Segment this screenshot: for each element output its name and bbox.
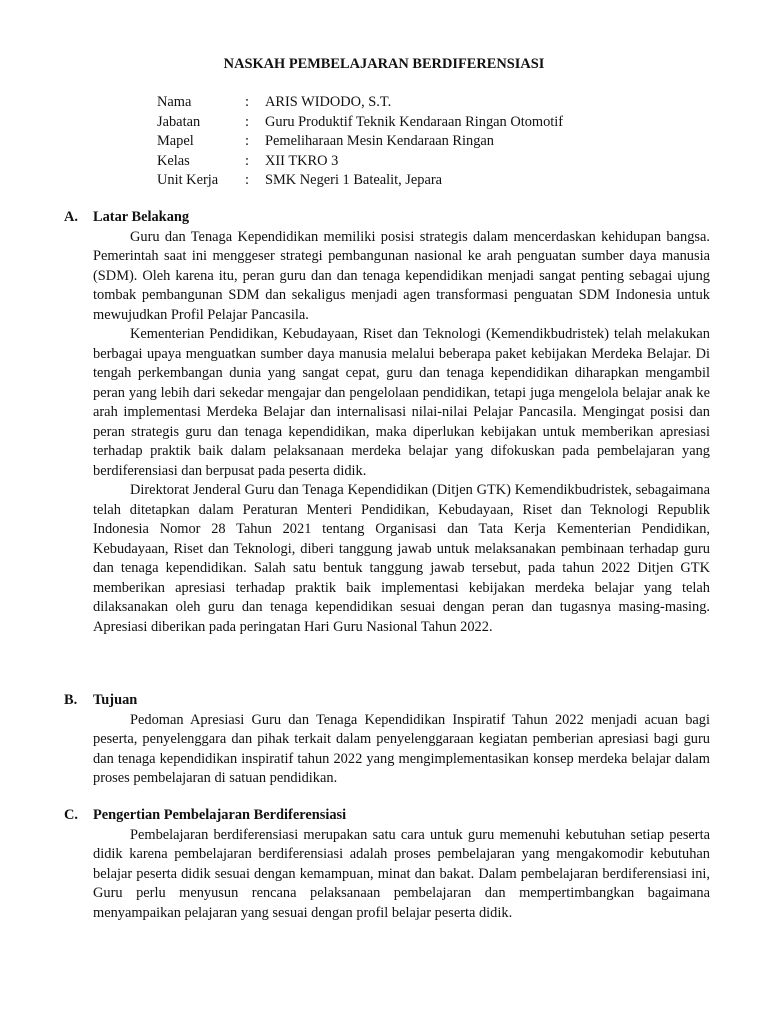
section-letter: B. <box>64 692 78 708</box>
info-label: Unit Kerja <box>157 172 219 188</box>
identity-table <box>157 93 563 191</box>
info-value: XII TKRO 3 <box>265 152 339 169</box>
section-heading <box>64 208 710 228</box>
info-separator: : <box>245 133 249 149</box>
section-title: Tujuan <box>93 692 138 708</box>
paragraph: Pembelajaran berdiferensiasi merupakan satu cara untuk guru memenuhi kebutuhan setiap peserta didik karena pembelajaran berdiferensiasi adalah proses pembelajaran yang mengakomodir kebutuhan belajar peserta didik sesuai dengan kemampuan, minat dan bakat. Dalam pembelajaran berdiferensiasi ini, Guru perlu menyusun rencana pelaksanaan pembelajaran dan mempertimbangkan bagaimana menyampaikan pelajaran yang sesuai dengan profil belajar peserta didik. <box>93 826 710 921</box>
section-letter: C. <box>64 807 78 823</box>
info-row-kelas <box>157 152 563 172</box>
paragraph: Kementerian Pendidikan, Kebudayaan, Riset dan Teknologi (Kemendikbudristek) telah melakukan berbagai upaya menguatkan sumber daya manusia melalui beberapa paket kebijakan Merdeka Belajar. Di tengah perkembangan dunia yang sangat cepat, guru dan tenaga kependidikan diharapkan mengambil peran yang lebih dari sekedar mengajar dan pengelolaan pendidikan, tetapi juga mengelola belajar anak ke arah implementasi Merdeka Belajar dan internalisasi nilai-nilai Pelajar Pancasila. Mengingat posisi dan peran strategis guru dan tenaga kependidikan, maka diperlukan kebijakan untuk memberikan apresiasi terhadap praktik baik dalam pelaksanaan merdeka belajar yang difokuskan pada pembelajaran yang berdiferensiasi dan berpusat pada peserta didik. <box>93 326 710 479</box>
info-separator: : <box>245 94 249 110</box>
document-title: NASKAH PEMBELAJARAN BERDIFERENSIASI <box>223 56 545 72</box>
info-row-unit-kerja <box>157 171 563 191</box>
info-separator: : <box>245 113 249 130</box>
info-label: Mapel <box>157 133 194 149</box>
section-tujuan <box>64 691 710 789</box>
info-separator: : <box>245 172 249 188</box>
section-letter: A. <box>64 209 78 225</box>
info-row-jabatan <box>157 113 563 133</box>
section-pengertian <box>64 806 710 923</box>
section-title: Latar Belakang <box>93 209 190 225</box>
info-label: Jabatan <box>157 113 201 130</box>
info-label: Nama <box>157 94 192 110</box>
info-value: Pemeliharaan Mesin Kendaraan Ringan <box>265 133 494 149</box>
info-value: SMK Negeri 1 Batealit, Jepara <box>265 172 443 188</box>
info-label: Kelas <box>157 152 190 169</box>
section-latar-belakang <box>64 208 710 637</box>
paragraph: Pedoman Apresiasi Guru dan Tenaga Kependidikan Inspiratif Tahun 2022 menjadi acuan bagi peserta, penyelenggara dan pihak terkait dalam penyelenggaraan kegiatan pemberian apresiasi bagi guru dan tenaga kependidikan inspiratif tahun 2022 yang mengimplementasikan konsep merdeka belajar dalam proses pembelajaran di satuan pendidikan. <box>93 711 710 786</box>
info-row-mapel <box>157 132 563 152</box>
section-heading <box>64 691 710 711</box>
section-title: Pengertian Pembelajaran Berdiferensiasi <box>93 807 347 823</box>
paragraph: Guru dan Tenaga Kependidikan memiliki posisi strategis dalam mencerdaskan kehidupan bangsa. Pemerintah saat ini menggeser strategi pembangunan nasional ke arah penguatan sumber daya manusia (SDM). Oleh karena itu, peran guru dan dan tenaga kependidikan menjadi sangat penting sebagai ujung tombak pembangunan SDM dan sekaligus menjadi agen transformasi penguatan SDM Indonesia untuk mewujudkan Profil Pelajar Pancasila. <box>93 228 710 323</box>
paragraph: Direktorat Jenderal Guru dan Tenaga Kependidikan (Ditjen GTK) Kemendikbudristek, sebagaimana telah ditetapkan dalam Peraturan Menteri Pendidikan, Kebudayaan, Riset dan Teknologi Republik Indonesia Nomor 28 Tahun 2021 tentang Organisasi dan Tata Kerja Kementerian Pendidikan, Kebudayaan, Riset dan Teknologi, diberi tanggung jawab untuk melaksanakan pembinaan terhadap guru dan tenaga kependidikan. Salah satu bentuk tanggung jawab tersebut, pada tahun 2022 Ditjen GTK memberikan apresiasi terhadap praktik baik implementasi kebijakan merdeka belajar yang telah dilaksanakan oleh guru dan tenaga kependidikan sesuai dengan peran dan tugasnya masing-masing. Apresiasi diberikan pada peringatan Hari Guru Nasional Tahun 2022. <box>93 482 710 635</box>
info-row-nama <box>157 93 563 113</box>
info-value: Guru Produktif Teknik Kendaraan Ringan Otomotif <box>265 113 564 130</box>
info-value: ARIS WIDODO, S.T. <box>265 94 392 110</box>
info-separator: : <box>245 152 249 169</box>
section-heading <box>64 806 710 826</box>
